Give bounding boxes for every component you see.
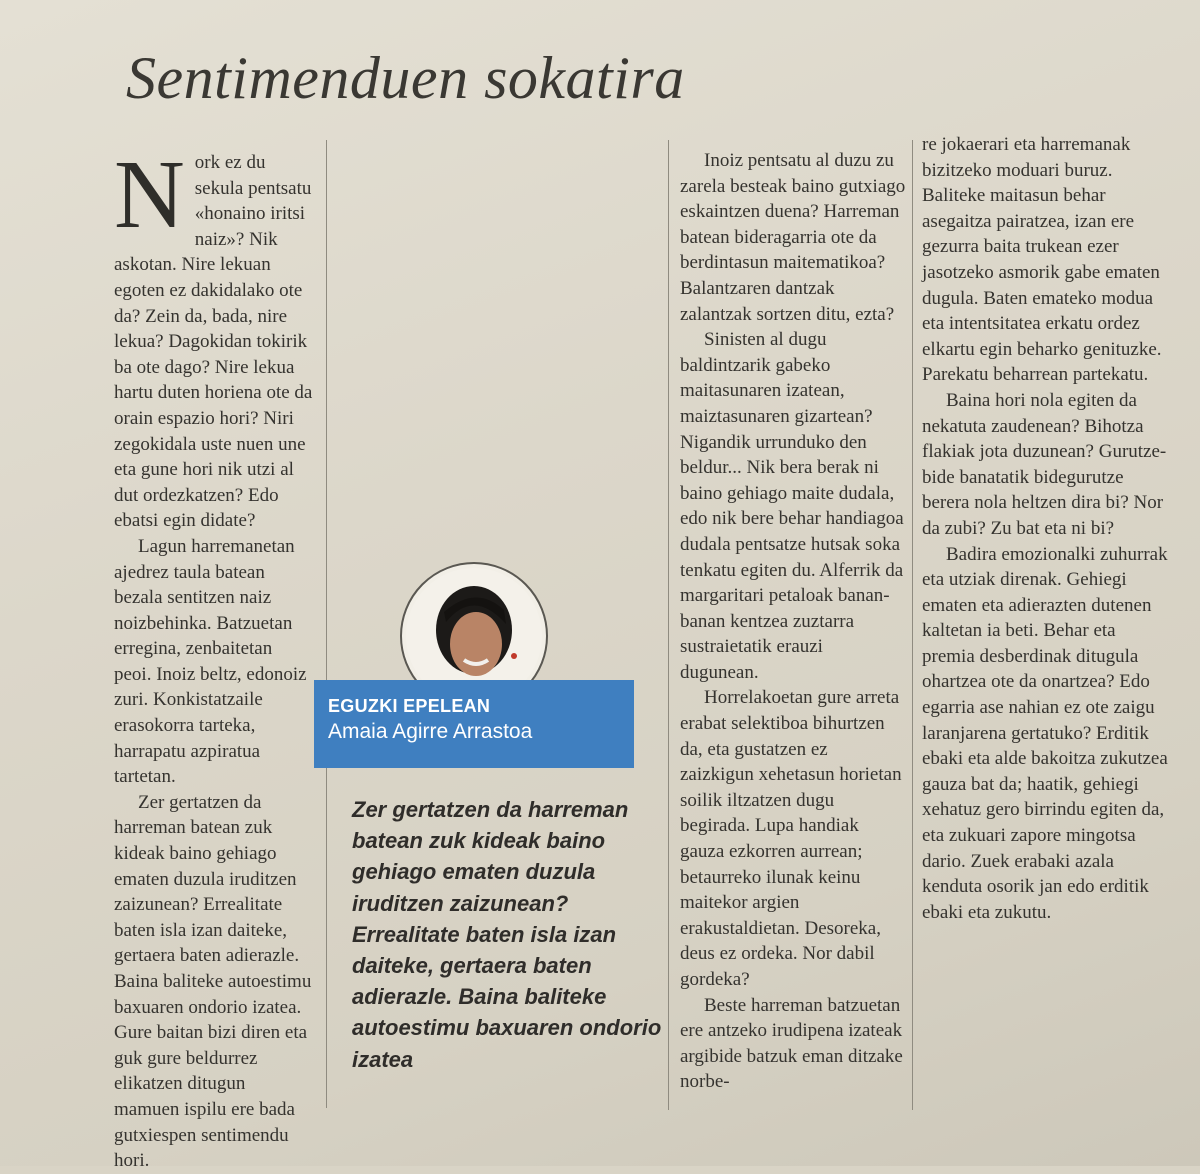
drop-cap: N [114, 141, 185, 249]
column-divider [326, 140, 327, 680]
column-3 [680, 148, 906, 1095]
column-divider [326, 768, 327, 1108]
paragraph: ork ez du sekula pentsatu «honaino iritsi naiz»? Nik askotan. Nire lekuan egoten ez dakidalako ote da? Zein da, bada, nire lekua? Dagokidan tokirik ba ote dago? Nire lekua hartu duten horiena ote da orain espazio hori? Niri zegokidala uste nuen une eta gune hori nik utzi al dut ordezkatzen? Edo ebatsi egin didate? [114, 152, 313, 532]
column-divider [668, 140, 669, 1110]
paragraph: Sinisten al dugu baldintzarik gabeko maitasunaren izatean, maiztasunaren gizartean? Nigandik urrunduko den beldur... Nik bera berak ni baino gehiago maite dudala, edo nik bere behar handiagoa dudala pentsatze hutsak soka tenkatu egiten du. Alferrik da margaritari petaloak banan-banan kentzea zuztarra sustraietatik erauzi dugunean. [680, 329, 904, 683]
paragraph: Beste harreman batzuetan ere antzeko irudipena izateak argibide batzuk eman ditzake norbe- [680, 994, 903, 1093]
article-title: Sentimenduen sokatira [126, 45, 685, 111]
paragraph: Horrelakoetan gure arreta erabat selektiboa bihurtzen da, eta gustatzen ez zaizkigun xehetasun horietan soilik iltzatzen dugu begirada. Lupa handiak gauza ezkorren aurrean; betaurreko ilunak keinu maitekor argien erakustaldietan. Desoreka, deus ez ordeka. Nor dabil gordeka? [680, 687, 902, 990]
paragraph: re jokaerari eta harremanak bizitzeko moduari buruz. Baliteke maitasun behar asegaitza pairatzea, izan ere gezurra baita trukean ezer jasotzeko asmorik gabe ematen dugula. Baten emateko modua eta intentsitatea erkatu ordez elkartu egin beharko genituzke. Parekatu beharrean partekatu. [922, 134, 1162, 386]
paragraph: Zer gertatzen da harreman batean zuk kideak baino gehiago ematen duzula iruditzen zaizunean? Errealitate baten isla izan daiteke, gertaera baten adierazle. Baina baliteke autoestimu baxuaren ondorio izatea. Gure baitan bizi diren eta guk gure beldurrez elikatzen ditugun mamuen ispilu ere bada gutxiespen sentimendu hori. [114, 791, 312, 1172]
column-divider [912, 140, 913, 1110]
paragraph: Lagun harremanetan ajedrez taula batean bezala sentitzen naiz noizbehinka. Batzuetan erregina, zenbaitetan peoi. Inoiz beltz, edonoiz zuri. Konkistatzaile erasokorra tarteka, harrapatu azpiratua tartetan. [114, 535, 307, 788]
column-4 [922, 132, 1172, 925]
pull-quote: Zer gertatzen da harreman batean zuk kideak baino gehiago ematen duzula iruditzen zaizunean? Errealitate baten isla izan daiteke, gertaera baten adierazle. Baina baliteke autoestimu baxuaren ondorio izatea [352, 797, 662, 1072]
paragraph: Inoiz pentsatu al duzu zu zarela besteak baino gutxiago eskaintzen duena? Harreman batean bideragarria ote da berdintasun maitematikoa? Balantzaren dantzak zalantzak sortzen ditu, ezta? [680, 150, 906, 325]
paragraph: Badira emozionalki zuhurrak eta utziak direnak. Gehiegi ematen eta adierazten dutenen kaltetan ia beti. Behar eta premia desberdinak ditugula ohartzea ote da onartzea? Edo egarria ase nahian ez ote zaigu laranjarena gertatuko? Erditik ebaki eta alde bakoitza zukutzea gauza bat da; haatik, gehiegi xehatuz gero birrindu egiten da, eta zukuari zapore mingotsa dario. Zuek erabaki azala kenduta osorik jan edo erditik ebaki eta zukutu. [922, 543, 1168, 923]
column-1 [114, 141, 314, 1174]
column-kicker: EGUZKI EPELEAN [328, 696, 491, 716]
author-byline-box [314, 680, 634, 768]
paragraph: Baina hori nola egiten da nekatuta zaudenean? Bihotza flakiak jota duzunean? Gurutze-bide banatatik bidegurutze berera nola heltzen dira bi? Nor da zubi? Zu bat eta ni bi? [922, 389, 1167, 539]
author-name: Amaia Agirre Arrastoa [328, 720, 533, 743]
